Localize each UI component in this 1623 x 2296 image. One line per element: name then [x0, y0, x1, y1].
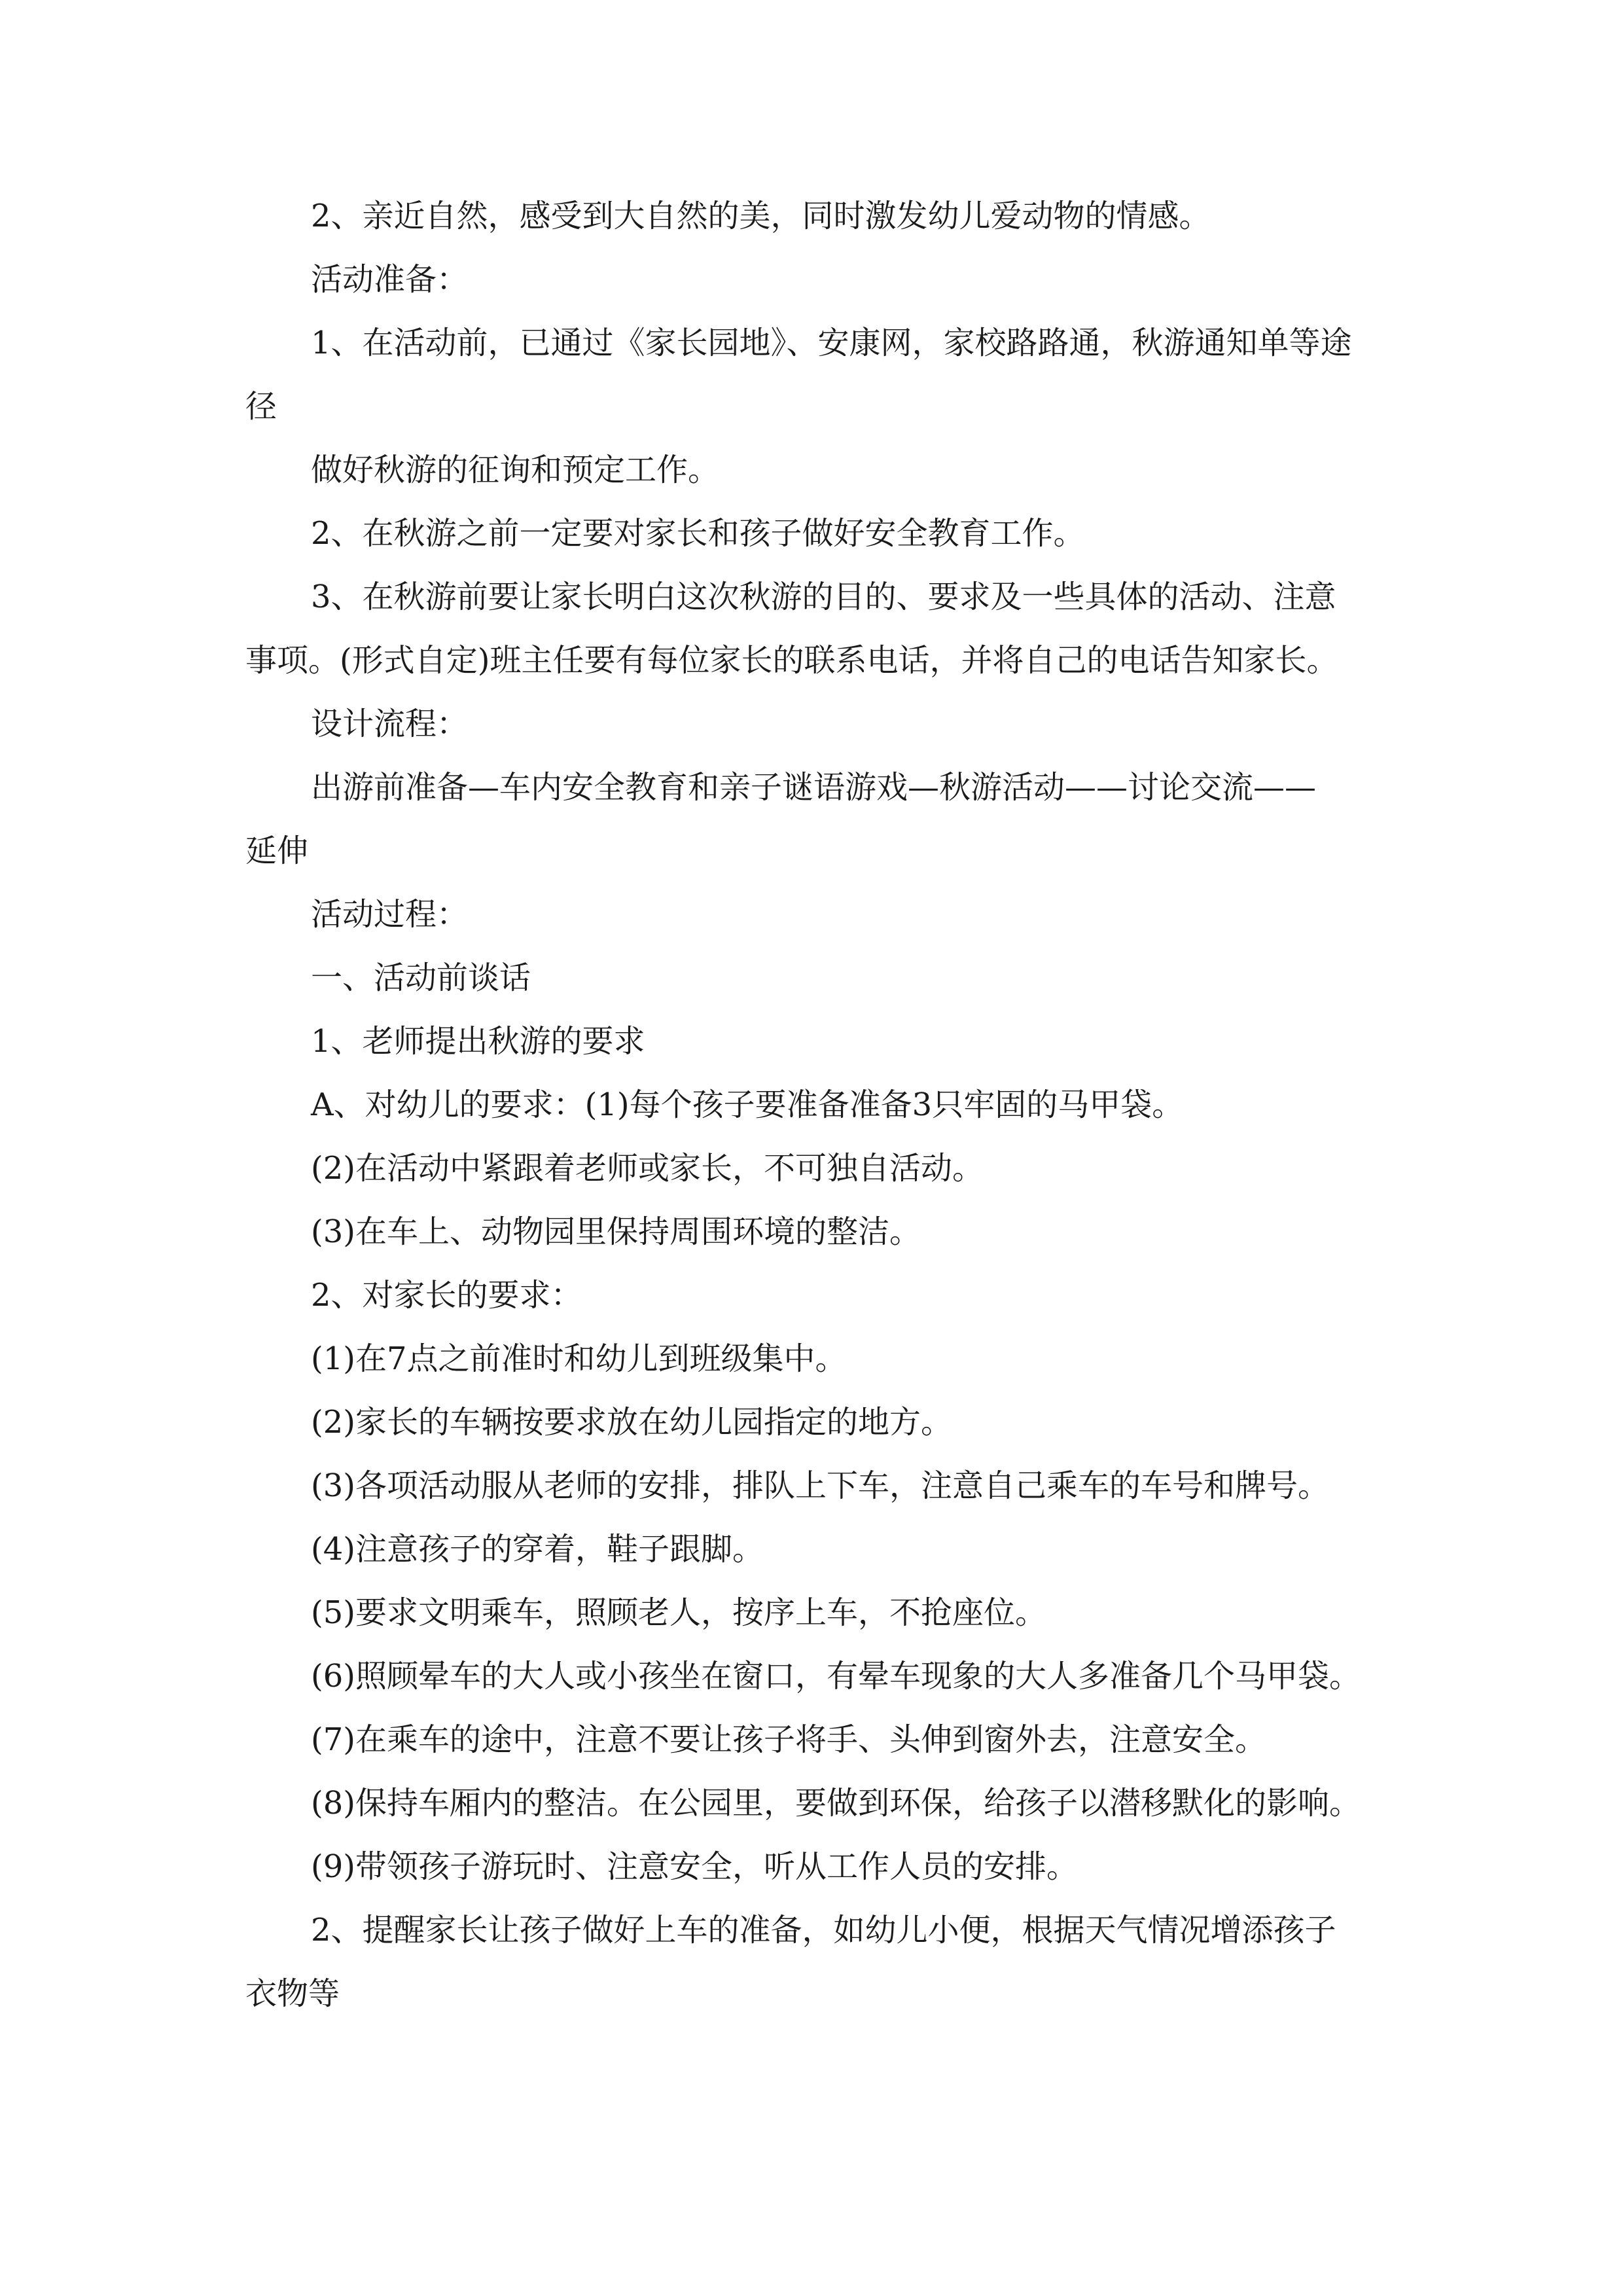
section-heading: 活动准备：	[311, 261, 469, 298]
text-line: 延伸	[245, 833, 309, 869]
text-line: (3)在车上、动物园里保持周围环境的整洁。	[311, 1213, 921, 1250]
text-line: 1、在活动前，已通过《家长园地》、安康网，家校路路通，秋游通知单等途	[311, 325, 1352, 361]
text-line: A、对幼儿的要求：(1)每个孩子要准备准备3只牢固的马甲袋。	[311, 1086, 1184, 1123]
text-line: 2、对家长的要求：	[311, 1277, 582, 1314]
text-line: 事项。(形式自定)班主任要有每位家长的联系电话，并将自己的电话告知家长。	[245, 642, 1338, 679]
section-heading: 设计流程：	[311, 706, 469, 742]
text-line: 出游前准备—车内安全教育和亲子谜语游戏—秋游活动——讨论交流——	[311, 769, 1317, 806]
text-line: 一、活动前谈话	[311, 960, 531, 996]
text-line: 2、在秋游之前一定要对家长和孩子做好安全教育工作。	[311, 515, 1085, 552]
text-line: (2)在活动中紧跟着老师或家长，不可独自活动。	[311, 1150, 984, 1187]
text-line: (3)各项活动服从老师的安排，排队上下车，注意自己乘车的车号和牌号。	[311, 1467, 1329, 1504]
text-line: (1)在7点之前准时和幼儿到班级集中。	[311, 1340, 847, 1377]
text-line: (9)带领孩子游玩时、注意安全，听从工作人员的安排。	[311, 1848, 1078, 1885]
text-line: 3、在秋游前要让家长明白这次秋游的目的、要求及一些具体的活动、注意	[311, 579, 1336, 615]
text-line: (2)家长的车辆按要求放在幼儿园指定的地方。	[311, 1404, 952, 1441]
text-line: 1、老师提出秋游的要求	[311, 1023, 645, 1060]
text-line: 2、亲近自然，感受到大自然的美，同时激发幼儿爱动物的情感。	[311, 198, 1211, 234]
text-line: (4)注意孩子的穿着，鞋子跟脚。	[311, 1531, 764, 1568]
text-line: (7)在乘车的途中，注意不要让孩子将手、头伸到窗外去，注意安全。	[311, 1721, 1266, 1758]
text-line: (5)要求文明乘车，照顾老人，按序上车，不抢座位。	[311, 1594, 1046, 1631]
section-heading: 活动过程：	[311, 896, 469, 933]
text-line: 衣物等	[245, 1975, 340, 2012]
text-line: 径	[245, 388, 277, 425]
text-line: (6)照顾晕车的大人或小孩坐在窗口，有晕车现象的大人多准备几个马甲袋。	[311, 1658, 1361, 1695]
text-line: (8)保持车厢内的整洁。在公园里，要做到环保，给孩子以潜移默化的影响。	[311, 1785, 1361, 1821]
text-line: 做好秋游的征询和预定工作。	[311, 452, 720, 488]
text-line: 2、提醒家长让孩子做好上车的准备，如幼儿小便，根据天气情况增添孩子	[311, 1912, 1336, 1948]
